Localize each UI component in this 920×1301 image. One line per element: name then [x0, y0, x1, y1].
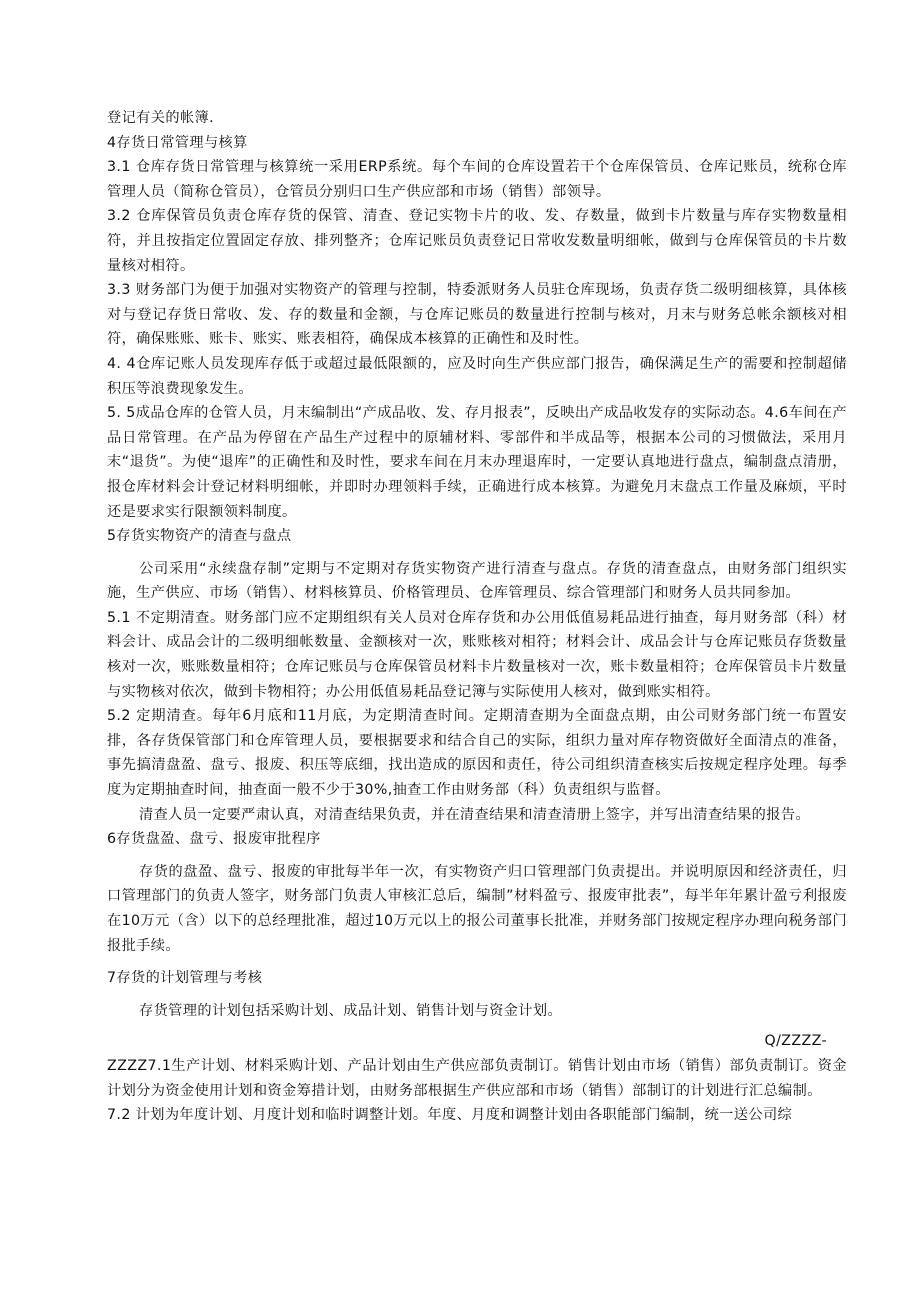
paragraph-3-1: 3.1 仓库存货日常管理与核算统一采用ERP系统。每个车间的仓库设置若干个仓库保管员、仓库记账员，统称仓库管理人员（简称仓管员），仓管员分别归口生产供应部和市场（销售）部领导。 [107, 159, 847, 200]
paragraph-7-intro: 存货管理的计划包括采购计划、成品计划、销售计划与资金计划。 [139, 1002, 563, 1019]
paragraph-3-2: 3.2 仓库保管员负责仓库存货的保管、清查、登记实物卡片的收、发、存数量，做到卡片数量与库存实物数量相符，并且按指定位置固定存放、排列整齐；仓库记账员负责登记日常收发数量明细帐，做到与仓库保管员的卡片数量核对相符。 [107, 208, 847, 274]
paragraph-7-1: ZZZZ7.1生产计划、材料采购计划、产品计划由生产供应部负责制订。销售计划由市场（销售）部负责制订。资金计划分为资金使用计划和资金筹措计划，由财务部根据生产供应部和市场（销售）部制订的计划进行汇总编制。 [107, 1057, 847, 1099]
paragraph-5-5: 5. 5成品仓库的仓管人员，月末编制出“产成品收、发、存月报表”，反映出产成品收发存的实际动态。4.6车间在产品日常管理。在产品为停留在产品生产过程中的原辅材料、零部件和半成品等，根据本公司的习惯做法，采用月末“退货”。为使“退库”的正确性和及时性，要求车间在月末办理退库时，一定要认真地进行盘点，编制盘点清册，报仓库材料会计登记材料明细帐，并即时办理领料手续，正确进行成本核算。为避免月末盘点工作量及麻烦，平时还是要求实行限额领料制度。 [107, 405, 847, 520]
paragraph-7-2: 7.2 计划为年度计划、月度计划和临时调整计划。年度、月度和调整计划由各职能部门编制，统一送公司综 [107, 1107, 793, 1124]
section-heading-6: 6存货盘盈、盘亏、报废审批程序 [107, 831, 321, 848]
paragraph-5-2-note: 清查人员一定要严肃认真，对清查结果负责，并在清查结果和清查清册上签字，并写出清查结果的报告。 [139, 806, 811, 823]
document-page [107, 106, 847, 1128]
section-heading-5: 5存货实物资产的清查与盘点 [107, 528, 292, 545]
paragraph-4-4: 4. 4仓库记账人员发现库存低于或超过最低限额的，应及时向生产供应部门报告，确保满足生产的需要和控制超储积压等浪费现象发生。 [107, 355, 847, 397]
paragraph-continuation: 登记有关的帐簿. [107, 110, 215, 126]
paragraph-5-intro: 公司采用“永续盘存制”定期与不定期对存货实物资产进行清查与盘点。存货的清查盘点，由财务部门组织实施，生产供应、市场（销售）、材料核算员、价格管理员、仓库管理员、综合管理部门和财务人员共同参加。 [107, 560, 847, 602]
document-code: Q/ZZZZ- [764, 1033, 827, 1050]
section-heading-4: 4存货日常管理与核算 [107, 134, 248, 151]
paragraph-3-3: 3.3 财务部门为便于加强对实物资产的管理与控制，特委派财务人员驻仓库现场，负责存货二级明细核算，具体核对与登记存货日常收、发、存的数量和金额，与仓库记账员的数量进行控制与核对，月末与财务总帐余额核对相符，确保账账、账卡、账实、账表相符，确保成本核算的正确性和及时性。 [107, 282, 847, 348]
paragraph-5-1: 5.1 不定期清查。财务部门应不定期组织有关人员对仓库存货和办公用低值易耗品进行抽查，每月财务部（科）材料会计、成品会计的二级明细帐数量、金额核对一次，账账核对相符；材料会计、成品会计与仓库记账员存货数量核对一次，账账数量相符；仓库记账员与仓库保管员材料卡片数量核对一次，账卡数量相符；仓库保管员卡片数量与实物核对依次，做到卡物相符；办公用低值易耗品登记簿与实际使用人核对，做到账实相符。 [107, 609, 847, 700]
paragraph-6-intro: 存货的盘盈、盘亏、报废的审批每半年一次，有实物资产归口管理部门负责提出。并说明原因和经济责任，归口管理部门的负责人签字，财务部门负责人审核汇总后，编制”材料盈亏、报废审批表”，每半年年累计盈亏利报废在10万元（含）以下的总经理批准，超过10万元以上的报公司董事长批准，并财务部门按规定程序办理向税务部门报批手续。 [107, 863, 847, 954]
paragraph-5-2: 5.2 定期清查。每年6月底和11月底，为定期清查时间。定期清查期为全面盘点期，由公司财务部门统一布置安排，各存货保管部门和仓库管理人员，要根据要求和结合自己的实际，组织力量对库存物资做好全面清点的准备，事先搞清盘盈、盘亏、报废、积压等底细，找出造成的原因和责任，待公司组织清查核实后按规定程序处理。每季度为定期抽查时间，抽查面一般不少于30%,抽查工作由财务部（科）负责组织与监督。 [107, 708, 847, 799]
section-heading-7: 7存货的计划管理与考核 [107, 970, 263, 987]
